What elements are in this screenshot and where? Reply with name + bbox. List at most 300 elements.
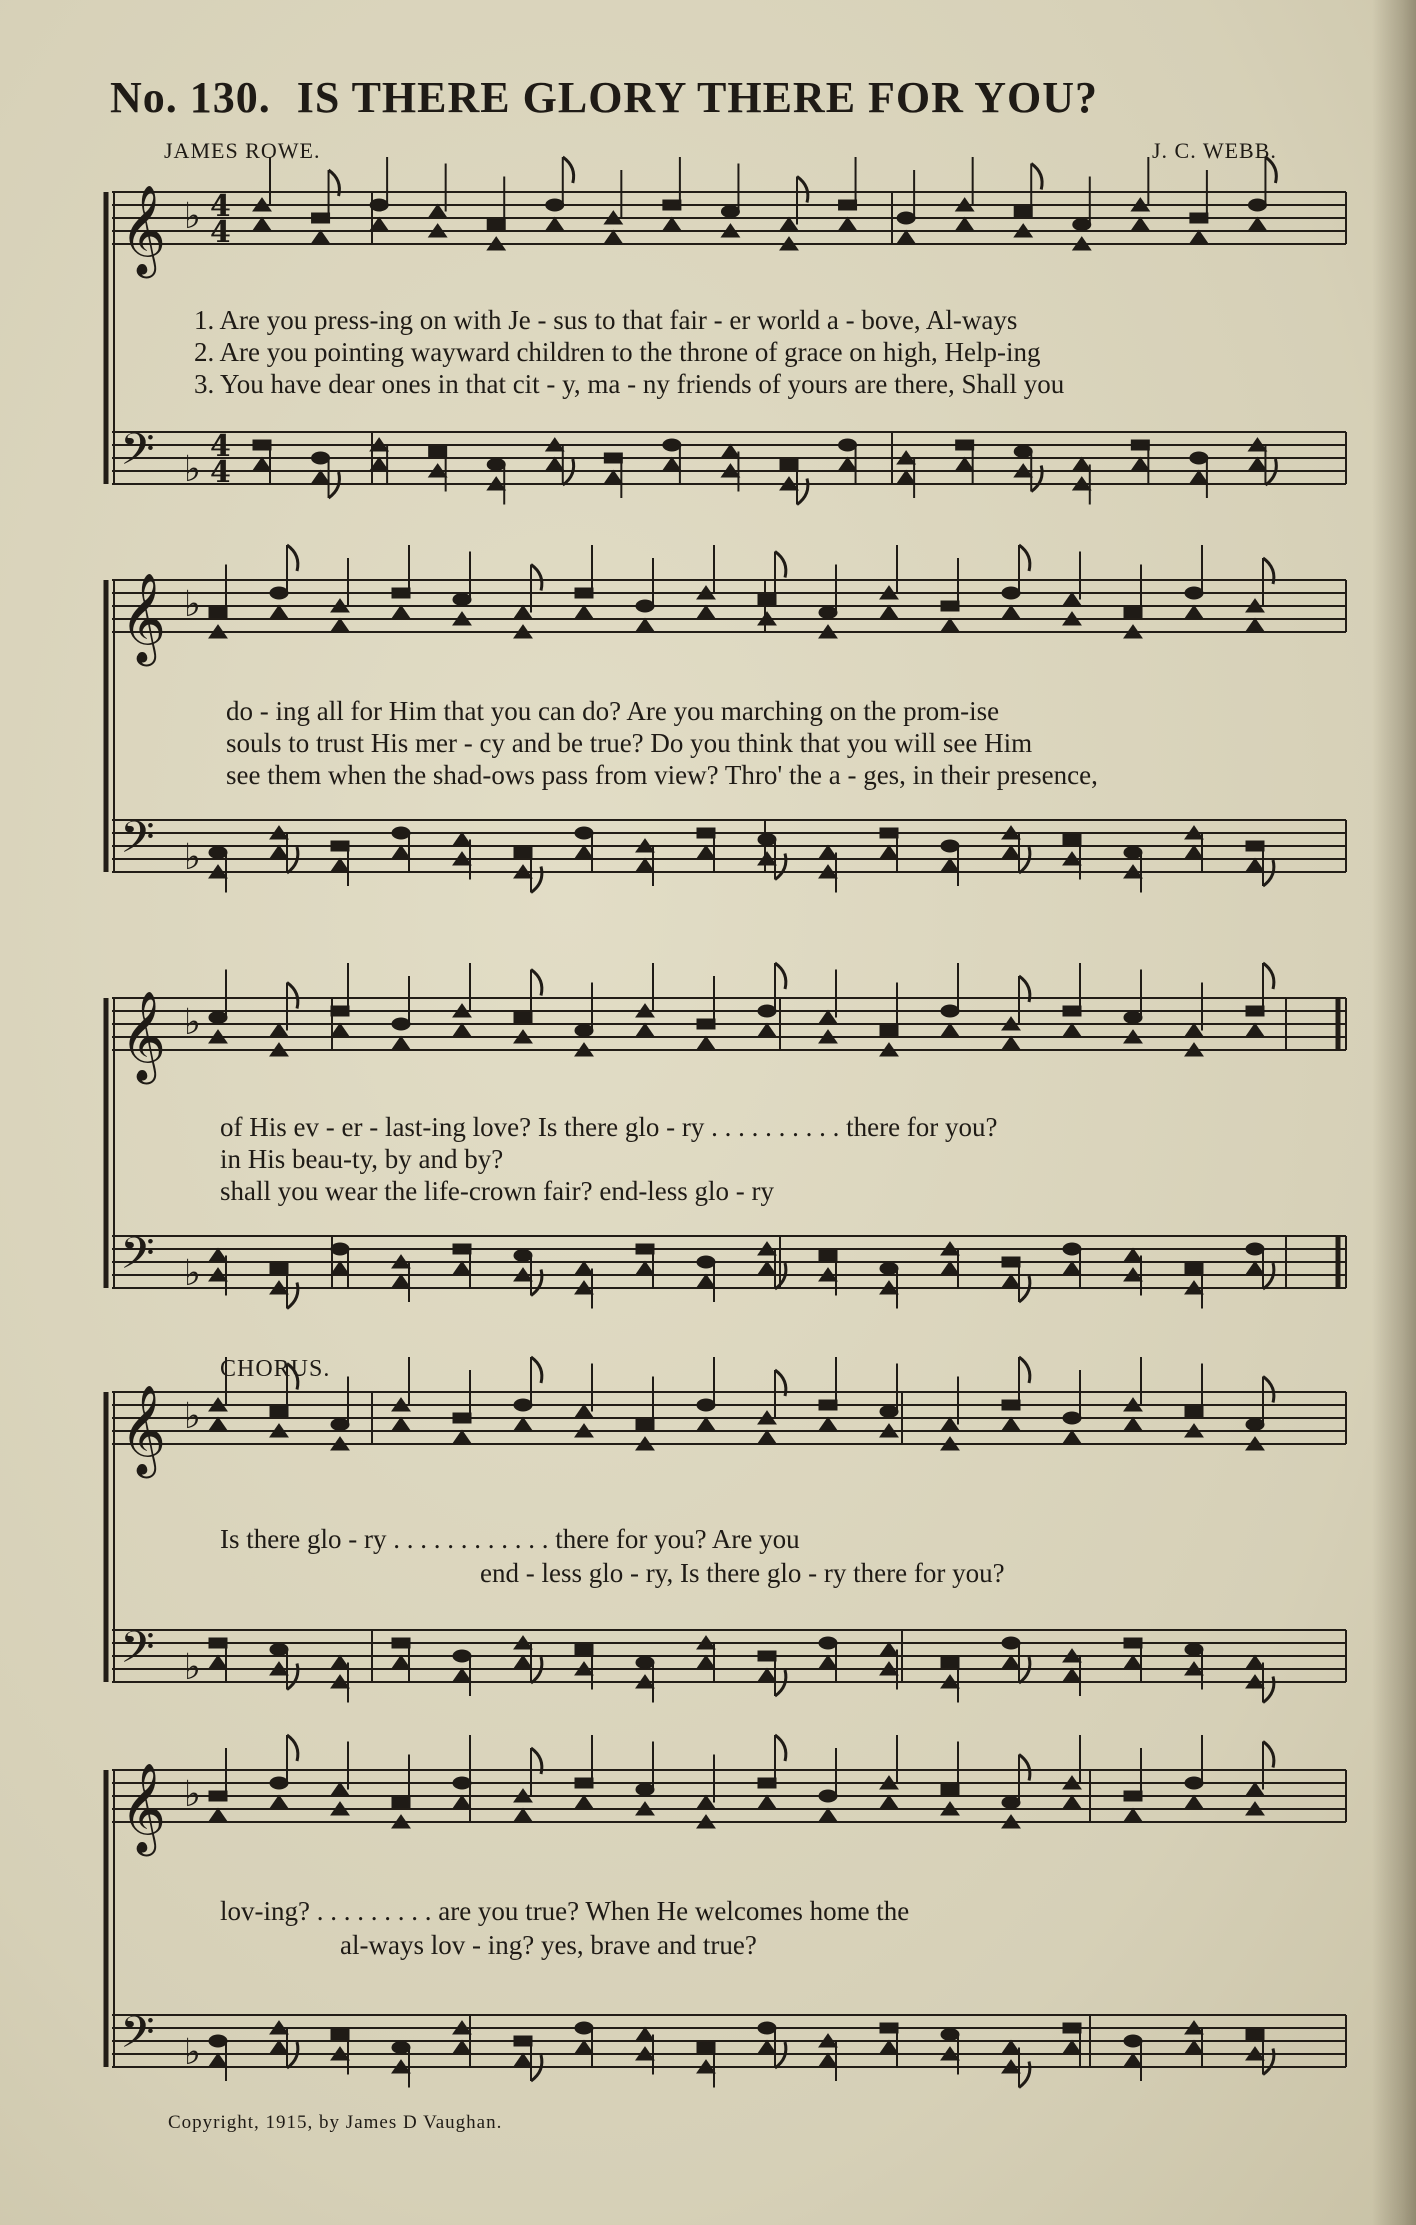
shape-note-triangle	[392, 1037, 410, 1050]
shape-note-square	[697, 2043, 715, 2053]
shape-note-square	[1063, 2023, 1081, 2033]
shape-note-triangle	[209, 1656, 227, 1669]
shape-note-round	[1014, 446, 1032, 458]
shape-note-triangle	[604, 471, 622, 484]
shape-note-triangle	[331, 1262, 349, 1275]
shape-note-triangle	[514, 2054, 532, 2067]
note-flag	[1019, 2062, 1030, 2088]
shape-note-triangle	[1063, 1024, 1081, 1037]
flat-icon: ♭	[184, 1396, 201, 1437]
bass-clef-icon: 𝄢	[120, 423, 155, 486]
shape-note-square	[392, 588, 410, 598]
shape-note-triangle	[546, 458, 564, 471]
flat-icon: ♭	[184, 584, 201, 625]
shape-note-square	[575, 1645, 593, 1655]
shape-note-round	[370, 199, 388, 211]
note-flag	[531, 970, 542, 996]
shape-note-round	[209, 1012, 227, 1024]
shape-note-square	[636, 1420, 654, 1430]
shape-note-square	[575, 1778, 593, 1788]
shape-note-triangle	[392, 606, 410, 619]
shape-note-square	[697, 1019, 715, 1029]
shape-note-round	[312, 452, 330, 464]
shape-note-round	[721, 206, 739, 218]
shape-note-triangle	[1246, 1262, 1264, 1275]
shape-note-square	[758, 1651, 776, 1661]
note-flag	[287, 1664, 298, 1690]
note-flag	[1019, 1755, 1030, 1781]
shape-note-triangle	[331, 619, 349, 632]
shape-note-round	[1073, 219, 1091, 231]
shape-note-triangle	[880, 606, 898, 619]
lyric-line: in His beau-ty, by and by?	[220, 1144, 504, 1174]
shape-note-triangle	[392, 1656, 410, 1669]
shape-note-triangle	[453, 1024, 471, 1037]
shape-note-triangle	[758, 2041, 776, 2054]
shape-note-square	[941, 1658, 959, 1668]
shape-note-triangle	[575, 2041, 593, 2054]
copyright-notice: Copyright, 1915, by James D Vaughan.	[168, 2112, 503, 2133]
shape-note-triangle	[1190, 471, 1208, 484]
shape-note-round	[1124, 847, 1142, 859]
shape-note-triangle	[1002, 606, 1020, 619]
lyric-line: see them when the shad-ows pass from view? Thro' the a - ges, in their presence,	[226, 760, 1098, 790]
shape-note-square	[514, 848, 532, 858]
shape-note-square	[941, 1785, 959, 1795]
shape-note-triangle	[1185, 1796, 1203, 1809]
lyric-line: Is there glo - ry . . . . . . . . . . . . there for you? Are you	[220, 1524, 800, 1554]
shape-note-triangle	[880, 1643, 898, 1656]
shape-note-triangle	[1063, 2041, 1081, 2054]
shape-note-square	[392, 1798, 410, 1808]
shape-note-square	[1014, 207, 1032, 217]
shape-note-square	[1002, 1257, 1020, 1267]
shape-note-square	[514, 1013, 532, 1023]
shape-note-triangle	[1185, 846, 1203, 859]
note-flag	[563, 157, 574, 183]
shape-note-square	[636, 1244, 654, 1254]
shape-note-square	[1131, 440, 1149, 450]
lyric-line: end - less glo - ry, Is there glo - ry there for you?	[480, 1558, 1005, 1588]
shape-note-triangle	[1248, 218, 1266, 231]
shape-note-triangle	[453, 1669, 471, 1682]
shape-note-triangle	[956, 218, 974, 231]
note-flag	[531, 867, 542, 893]
shape-note-triangle	[270, 1796, 288, 1809]
shape-note-square	[514, 2036, 532, 2046]
shape-note-square	[1002, 1400, 1020, 1410]
shape-note-round	[209, 847, 227, 859]
lyric-line: 1. Are you press-ing on with Je - sus to that fair - er world a - bove, Al-ways	[194, 305, 1018, 335]
shape-note-triangle	[429, 205, 447, 218]
shape-note-triangle	[1246, 1783, 1264, 1796]
shape-note-triangle	[453, 833, 471, 846]
shape-note-round	[1248, 199, 1266, 211]
shape-note-square	[758, 595, 776, 605]
shape-note-square	[312, 213, 330, 223]
shape-note-triangle	[897, 231, 915, 244]
shape-note-square	[880, 2023, 898, 2033]
shape-note-square	[331, 2030, 349, 2040]
shape-note-triangle	[331, 1656, 349, 1669]
shape-note-triangle	[956, 458, 974, 471]
shape-note-square	[270, 1407, 288, 1417]
lyric-line: 2. Are you pointing wayward children to the throne of grace on high, Help-ing	[194, 337, 1041, 367]
shape-note-triangle	[819, 1809, 837, 1822]
shape-note-triangle	[270, 1024, 288, 1037]
lyricist-credit: JAMES ROWE.	[164, 138, 321, 163]
shape-note-round	[270, 1644, 288, 1656]
shape-note-triangle	[209, 1809, 227, 1822]
lyric-line: of His ev - er - last-ing love? Is there glo - ry . . . . . . . . . . there for you?	[220, 1112, 998, 1142]
shape-note-triangle	[839, 218, 857, 231]
shape-note-triangle	[1246, 1024, 1264, 1037]
shape-note-triangle	[1002, 1656, 1020, 1669]
shape-note-triangle	[1131, 218, 1149, 231]
treble-clef-icon: 𝄞	[120, 1385, 167, 1475]
shape-note-square	[1246, 1006, 1264, 1016]
shape-note-triangle	[514, 1656, 532, 1669]
note-flag	[287, 1283, 298, 1309]
shape-note-triangle	[941, 619, 959, 632]
shape-note-round	[392, 2042, 410, 2054]
shape-note-round	[575, 827, 593, 839]
shape-note-round	[392, 827, 410, 839]
shape-note-triangle	[1248, 458, 1266, 471]
shape-note-round	[514, 1250, 532, 1262]
shape-note-round	[636, 600, 654, 612]
shape-note-triangle	[1185, 606, 1203, 619]
shape-note-triangle	[663, 458, 681, 471]
note-flag	[287, 545, 298, 571]
shape-note-square	[1190, 213, 1208, 223]
shape-note-triangle	[819, 1656, 837, 1669]
shape-note-round	[392, 1018, 410, 1030]
shape-note-triangle	[575, 846, 593, 859]
shape-note-square	[331, 1006, 349, 1016]
shape-note-triangle	[1124, 2054, 1142, 2067]
shape-note-triangle	[1124, 1249, 1142, 1262]
shape-note-round	[1124, 1012, 1142, 1024]
shape-note-triangle	[575, 1796, 593, 1809]
shape-note-triangle	[880, 1796, 898, 1809]
shape-note-square	[453, 1413, 471, 1423]
flat-icon: ♭	[184, 1002, 201, 1043]
shape-note-square	[780, 460, 798, 470]
shape-note-triangle	[758, 1796, 776, 1809]
shape-note-triangle	[209, 2054, 227, 2067]
shape-note-triangle	[392, 1275, 410, 1288]
shape-note-round	[697, 1399, 715, 1411]
shape-note-triangle	[758, 1431, 776, 1444]
shape-note-triangle	[392, 1418, 410, 1431]
shape-note-round	[453, 1650, 471, 1662]
shape-note-triangle	[546, 218, 564, 231]
shape-note-triangle	[453, 1262, 471, 1275]
time-signature-top: 4	[210, 189, 231, 224]
shape-note-square	[429, 447, 447, 457]
shape-note-triangle	[636, 1262, 654, 1275]
shape-note-triangle	[819, 2054, 837, 2067]
shape-note-triangle	[819, 846, 837, 859]
shape-note-round	[270, 1777, 288, 1789]
shape-note-round	[270, 587, 288, 599]
shape-note-triangle	[663, 218, 681, 231]
flat-icon: ♭	[184, 449, 201, 490]
hymn-title-text: IS THERE GLORY THERE FOR YOU?	[296, 73, 1099, 122]
shape-note-square	[575, 588, 593, 598]
shape-note-triangle	[270, 606, 288, 619]
shape-note-triangle	[1073, 458, 1091, 471]
shape-note-square	[941, 601, 959, 611]
lyric-line: al-ways lov - ing? yes, brave and true?	[340, 1930, 757, 1960]
shape-note-triangle	[880, 846, 898, 859]
note-flag	[775, 963, 786, 989]
shape-note-square	[604, 453, 622, 463]
shape-note-square	[253, 440, 271, 450]
shape-note-triangle	[1124, 1656, 1142, 1669]
note-flag	[1263, 1677, 1274, 1703]
shape-note-triangle	[514, 1418, 532, 1431]
shape-note-square	[209, 1638, 227, 1648]
shape-note-round	[453, 1777, 471, 1789]
note-flag	[775, 1735, 786, 1761]
note-flag	[1263, 1377, 1274, 1403]
shape-note-square	[209, 608, 227, 618]
shape-note-triangle	[697, 1418, 715, 1431]
shape-note-round	[1002, 1637, 1020, 1649]
shape-note-triangle	[514, 606, 532, 619]
treble-clef-icon: 𝄞	[120, 185, 167, 275]
shape-note-round	[636, 1784, 654, 1796]
shape-note-triangle	[514, 1809, 532, 1822]
shape-note-triangle	[1063, 1431, 1081, 1444]
shape-note-triangle	[721, 445, 739, 458]
treble-clef-icon: 𝄞	[120, 573, 167, 663]
shape-note-triangle	[1124, 1418, 1142, 1431]
note-flag	[1031, 466, 1042, 492]
shape-note-round	[941, 2029, 959, 2041]
flat-icon: ♭	[184, 196, 201, 237]
shape-note-square	[1124, 608, 1142, 618]
shape-note-triangle	[604, 231, 622, 244]
shape-note-triangle	[331, 1024, 349, 1037]
shape-note-square	[1246, 841, 1264, 851]
lyric-line: shall you wear the life-crown fair? end-less glo - ry	[220, 1176, 775, 1206]
shape-note-triangle	[209, 1418, 227, 1431]
shape-note-square	[839, 200, 857, 210]
shape-note-square	[392, 1638, 410, 1648]
shape-note-round	[941, 840, 959, 852]
note-flag	[1265, 157, 1276, 183]
shape-note-triangle	[1002, 1275, 1020, 1288]
note-flag	[775, 552, 786, 578]
shape-note-triangle	[453, 2041, 471, 2054]
note-flag	[1019, 545, 1030, 571]
shape-note-triangle	[697, 1656, 715, 1669]
shape-note-square	[331, 841, 349, 851]
time-signature-bottom: 4	[210, 215, 231, 250]
lyric-line: lov-ing? . . . . . . . . . are you true? When He welcomes home the	[220, 1896, 910, 1926]
treble-clef-icon: 𝄞	[120, 991, 167, 1081]
shape-note-triangle	[312, 471, 330, 484]
shape-note-triangle	[941, 859, 959, 872]
shape-note-square	[487, 220, 505, 230]
shape-note-round	[575, 2022, 593, 2034]
shape-note-triangle	[1002, 846, 1020, 859]
note-flag	[1263, 1742, 1274, 1768]
flat-icon: ♭	[184, 1647, 201, 1688]
shape-note-round	[1190, 452, 1208, 464]
shape-note-triangle	[1002, 2041, 1020, 2054]
note-flag	[531, 1270, 542, 1296]
shape-note-triangle	[253, 218, 271, 231]
shape-note-round	[1246, 1243, 1264, 1255]
shape-note-triangle	[1002, 1418, 1020, 1431]
shape-note-round	[758, 2022, 776, 2034]
bass-clef-icon: 𝄢	[120, 1227, 155, 1290]
shape-note-round	[331, 1419, 349, 1431]
lyric-line: souls to trust His mer - cy and be true? Do you think that you will see Him	[226, 728, 1033, 758]
shape-note-square	[1185, 1407, 1203, 1417]
shape-note-round	[1124, 2035, 1142, 2047]
shape-note-round	[487, 459, 505, 471]
hymn-number: No. 130.	[110, 73, 271, 122]
shape-note-triangle	[1131, 458, 1149, 471]
shape-note-square	[209, 1791, 227, 1801]
shape-note-triangle	[453, 1431, 471, 1444]
note-flag	[287, 1735, 298, 1761]
shape-note-triangle	[758, 1024, 776, 1037]
shape-note-square	[697, 828, 715, 838]
note-flag	[531, 565, 542, 591]
shape-note-round	[1246, 1419, 1264, 1431]
shape-note-triangle	[697, 1275, 715, 1288]
shape-note-triangle	[697, 1037, 715, 1050]
note-flag	[1263, 963, 1274, 989]
shape-note-round	[1185, 1777, 1203, 1789]
note-flag	[1263, 2049, 1274, 2075]
shape-note-triangle	[1124, 1809, 1142, 1822]
shape-note-triangle	[1246, 859, 1264, 872]
shape-note-triangle	[270, 2041, 288, 2054]
shape-note-square	[1063, 1006, 1081, 1016]
shape-note-triangle	[392, 846, 410, 859]
shape-note-triangle	[636, 619, 654, 632]
shape-note-triangle	[453, 1796, 471, 1809]
shape-note-round	[1002, 1797, 1020, 1809]
shape-note-round	[453, 594, 471, 606]
note-flag	[287, 983, 298, 1009]
shape-note-round	[331, 1243, 349, 1255]
shape-note-triangle	[819, 1011, 837, 1024]
shape-note-triangle	[1185, 1024, 1203, 1037]
shape-note-round	[819, 607, 837, 619]
shape-note-triangle	[1063, 1669, 1081, 1682]
lyric-line: 3. You have dear ones in that cit - y, ma - ny friends of yours are there, Shall you	[194, 369, 1065, 399]
shape-note-round	[819, 1637, 837, 1649]
shape-note-round	[663, 439, 681, 451]
shape-note-round	[1185, 587, 1203, 599]
shape-note-triangle	[758, 1262, 776, 1275]
note-flag	[1019, 1357, 1030, 1383]
note-flag	[797, 479, 808, 505]
flat-icon: ♭	[184, 837, 201, 878]
shape-note-triangle	[941, 1024, 959, 1037]
shape-note-round	[1063, 1412, 1081, 1424]
bass-clef-icon: 𝄢	[120, 2006, 155, 2069]
shape-note-square	[1185, 1264, 1203, 1274]
shape-note-round	[1063, 1243, 1081, 1255]
shape-note-round	[697, 1256, 715, 1268]
flat-icon: ♭	[184, 2032, 201, 2073]
shape-note-round	[758, 834, 776, 846]
shape-note-triangle	[636, 1024, 654, 1037]
shape-note-square	[1124, 1791, 1142, 1801]
shape-note-square	[1063, 835, 1081, 845]
shape-note-round	[897, 212, 915, 224]
shape-note-triangle	[636, 859, 654, 872]
note-flag	[775, 854, 786, 880]
note-flag	[1031, 164, 1042, 190]
shape-note-round	[514, 1399, 532, 1411]
bass-clef-icon: 𝄢	[120, 1621, 155, 1684]
shape-note-square	[880, 828, 898, 838]
shape-note-triangle	[941, 1418, 959, 1431]
shape-note-round	[880, 1263, 898, 1275]
shape-note-triangle	[897, 471, 915, 484]
shape-note-triangle	[1063, 1262, 1081, 1275]
shape-note-triangle	[575, 1262, 593, 1275]
shape-note-round	[758, 1005, 776, 1017]
shape-note-triangle	[819, 1418, 837, 1431]
shape-note-triangle	[941, 1262, 959, 1275]
shape-note-round	[209, 2035, 227, 2047]
shape-note-triangle	[253, 458, 271, 471]
note-flag	[797, 177, 808, 203]
flat-icon: ♭	[184, 1253, 201, 1294]
shape-note-triangle	[1246, 1656, 1264, 1669]
shape-note-square	[1124, 1638, 1142, 1648]
shape-note-square	[270, 1264, 288, 1274]
shape-note-triangle	[636, 2028, 654, 2041]
shape-note-triangle	[1190, 231, 1208, 244]
shape-note-round	[819, 1790, 837, 1802]
shape-note-triangle	[880, 2041, 898, 2054]
treble-clef-icon: 𝄞	[120, 1763, 167, 1853]
shape-note-triangle	[575, 606, 593, 619]
time-signature-bottom: 4	[210, 455, 231, 490]
shape-note-triangle	[270, 846, 288, 859]
lyric-line: do - ing all for Him that you can do? Are you marching on the prom-ise	[226, 696, 1000, 726]
shape-note-round	[1002, 587, 1020, 599]
composer-credit: J. C. WEBB.	[1152, 138, 1277, 163]
shape-note-square	[819, 1400, 837, 1410]
shape-note-square	[663, 200, 681, 210]
note-flag	[531, 1357, 542, 1383]
shape-note-round	[636, 1657, 654, 1669]
shape-note-round	[575, 1025, 593, 1037]
shape-note-square	[956, 440, 974, 450]
shape-note-round	[941, 1005, 959, 1017]
shape-note-triangle	[839, 458, 857, 471]
shape-note-triangle	[209, 1249, 227, 1262]
shape-note-round	[880, 1406, 898, 1418]
shape-note-round	[839, 439, 857, 451]
shape-note-triangle	[697, 606, 715, 619]
shape-note-triangle	[780, 218, 798, 231]
shape-note-square	[819, 1251, 837, 1261]
